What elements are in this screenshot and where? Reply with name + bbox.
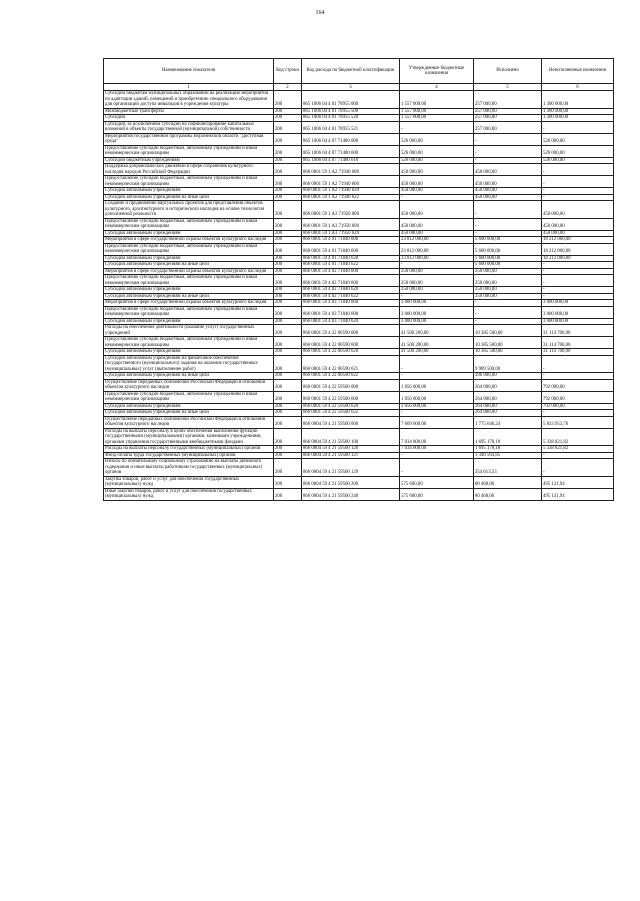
table-row	[104, 325, 614, 337]
row-executed: 257 000,00	[474, 121, 542, 133]
row-name: Расходы на выплаты персоналу государственных (муниципальных) органов	[104, 446, 274, 453]
row-executed: -	[474, 133, 542, 145]
row-line-code: 200	[274, 379, 302, 391]
row-executed: 5 600 000,00	[474, 255, 542, 262]
row-budget-code: 866 0804 59 4 21 59500 121	[302, 452, 400, 459]
row-unexecuted: -	[542, 293, 614, 300]
row-name: Предоставление субсидий бюджетным, автономным учреждениям и иным некоммерческим организациям	[104, 337, 274, 349]
row-name: Субсидии автономным учреждениям на иные цели	[104, 373, 274, 380]
row-line-code: 200	[274, 237, 302, 244]
row-line-code: 200	[274, 262, 302, 269]
table-row	[104, 121, 614, 133]
row-line-code: 200	[274, 318, 302, 325]
row-approved: 1 056 000,00	[400, 403, 474, 410]
row-name: Субсидии бюджетным учреждениям	[104, 157, 274, 164]
row-unexecuted: 450 000,00	[542, 230, 614, 237]
row-line-code: 200	[274, 176, 302, 188]
row-unexecuted: 792 000,00	[542, 403, 614, 410]
table-row	[104, 164, 614, 176]
row-line-code: 200	[274, 355, 302, 373]
row-unexecuted: -	[542, 355, 614, 373]
row-approved: 575 600,00	[400, 476, 474, 488]
row-budget-code: 866 0801 59 4 22 00590 620	[302, 349, 400, 356]
row-approved: 526 000,00	[400, 145, 474, 157]
row-executed: 1 775 646,24	[474, 416, 542, 428]
row-executed: -	[474, 218, 542, 230]
row-line-code: 200	[274, 410, 302, 417]
row-unexecuted: 450 000,00	[542, 201, 614, 219]
row-executed: -	[474, 230, 542, 237]
row-executed: 250 000,00	[474, 293, 542, 300]
row-unexecuted: -	[542, 188, 614, 195]
row-name: Субсидии автономным учреждениям	[104, 230, 274, 237]
row-unexecuted: -	[542, 373, 614, 380]
row-line-code: 200	[274, 188, 302, 195]
column-number: 5	[474, 84, 542, 91]
row-executed: 264 000,00	[474, 391, 542, 403]
row-budget-code: 866 0801 59 4 01 71840 600	[302, 243, 400, 255]
row-unexecuted: -	[542, 287, 614, 294]
column-number: 4	[400, 84, 474, 91]
table-row	[104, 337, 614, 349]
row-executed: -	[474, 157, 542, 164]
row-executed: 9 989 500,00	[474, 355, 542, 373]
row-executed: -	[474, 145, 542, 157]
row-budget-code: 866 0801 59 1 A3 71950 600	[302, 218, 400, 230]
row-name: Субсидии автономным учреждениям	[104, 349, 274, 356]
row-name: Субсидии автономным учреждениям	[104, 188, 274, 195]
row-name: Субсидии автономным учреждениям на финансовое обеспечение государственного (муниципального) задания на оказание государственных (муниципальных) услуг (выполнение работ)	[104, 355, 274, 373]
row-budget-code: 866 0801 59 4 02 71840 000	[302, 268, 400, 275]
column-number: 3	[302, 84, 400, 91]
row-approved: 3 000 000,00	[400, 318, 474, 325]
row-unexecuted: 1 300 000,00	[542, 108, 614, 115]
row-unexecuted: 31 114 700,00	[542, 337, 614, 349]
row-executed: 5 600 000,00	[474, 262, 542, 269]
row-executed: 250 000,00	[474, 275, 542, 287]
budget-execution-table	[103, 58, 614, 501]
column-number: 6	[542, 84, 614, 91]
row-line-code: 200	[274, 133, 302, 145]
row-name: Расходы на обеспечение деятельности (оказание услуг) государственных учреждений	[104, 325, 274, 337]
header-unexecuted: Неисполненные назначения	[542, 59, 614, 84]
row-name: Предоставление субсидий бюджетным, автономным учреждениям и иным некоммерческим организациям	[104, 243, 274, 255]
row-name: Осуществление переданных полномочий Российской Федерации в отношении объектов культурного наследия	[104, 379, 274, 391]
row-approved: -	[400, 373, 474, 380]
row-approved: -	[400, 355, 474, 373]
row-approved: -	[400, 293, 474, 300]
row-unexecuted: 495 131,94	[542, 476, 614, 488]
row-approved: 1 056 000,00	[400, 391, 474, 403]
table-row	[104, 201, 614, 219]
row-name: Предоставление субсидий бюджетным, автономным учреждениям и иным некоммерческим организациям	[104, 218, 274, 230]
row-executed: -	[474, 201, 542, 219]
table-row	[104, 243, 614, 255]
row-name: Субсидии автономным учреждениям на иные цели	[104, 262, 274, 269]
row-name: Предоставление субсидий бюджетным, автономным учреждениям и иным некоммерческим организациям	[104, 176, 274, 188]
row-budget-code: 865 1006 04 4 07 71480 610	[302, 157, 400, 164]
row-unexecuted: 3 000 000,00	[542, 300, 614, 307]
row-name: Предоставление субсидий бюджетным, автономным учреждениям и иным некоммерческим организациям	[104, 275, 274, 287]
row-name: Осуществление переданных полномочий Российской Федерации в отношении объектов культурного наследия	[104, 416, 274, 428]
row-budget-code: 866 0801 59 1 A2 71940 000	[302, 164, 400, 176]
row-budget-code: 866 0801 59 4 22 59500 620	[302, 403, 400, 410]
row-approved: 23 812 000,00	[400, 255, 474, 262]
row-approved: 41 500 200,00	[400, 337, 474, 349]
row-unexecuted: 792 000,00	[542, 379, 614, 391]
row-unexecuted: 18 212 000,00	[542, 237, 614, 244]
row-name: Субсидии автономным учреждениям на иные цели	[104, 293, 274, 300]
row-approved: 250 000,00	[400, 287, 474, 294]
row-budget-code: 866 0804 59 4 21 59500 200	[302, 476, 400, 488]
row-unexecuted: 3 000 000,00	[542, 318, 614, 325]
row-approved: -	[400, 459, 474, 477]
row-budget-code: 866 0801 59 4 03 71840 600	[302, 306, 400, 318]
row-unexecuted: 1 300 000,00	[542, 91, 614, 109]
column-number: 2	[274, 84, 302, 91]
row-approved: 450 000,00	[400, 176, 474, 188]
row-budget-code: 866 0801 59 4 22 00590 621	[302, 355, 400, 373]
table-row	[104, 218, 614, 230]
row-unexecuted: -	[542, 176, 614, 188]
row-line-code: 200	[274, 145, 302, 157]
row-approved: -	[400, 121, 474, 133]
row-line-code: 200	[274, 325, 302, 337]
column-number: 1	[104, 84, 274, 91]
row-approved: 41 500 200,00	[400, 325, 474, 337]
row-budget-code: 865 1006 04 4 07 71480 000	[302, 133, 400, 145]
row-budget-code: 865 1006 04 4 07 71480 600	[302, 145, 400, 157]
header-budget-code: Код расхода по бюджетной классификации	[302, 59, 400, 84]
row-name: Субсидии автономным учреждениям на иные цели	[104, 194, 274, 201]
row-name: Расходы на выплаты персоналу в целях обеспечения выполнения функций государственными (муниципальными) органами, казенными учреждениями, органами управления государственными внебюджетными фондами	[104, 428, 274, 446]
row-unexecuted: 526 000,00	[542, 157, 614, 164]
row-budget-code: 865 1006 04 4 01 78955 000	[302, 91, 400, 109]
row-unexecuted: 18 212 000,00	[542, 255, 614, 262]
row-executed: 450 000,00	[474, 164, 542, 176]
row-budget-code: 866 0801 59 4 22 00590 000	[302, 325, 400, 337]
row-line-code: 200	[274, 91, 302, 109]
row-unexecuted: 18 212 000,00	[542, 243, 614, 255]
row-budget-code: 866 0804 59 4 21 59500 120	[302, 446, 400, 453]
header-line-code: Код строки	[274, 59, 302, 84]
row-line-code: 200	[274, 164, 302, 176]
row-executed: 5 600 000,00	[474, 243, 542, 255]
row-unexecuted: 526 000,00	[542, 133, 614, 145]
row-approved: 250 000,00	[400, 275, 474, 287]
row-line-code: 200	[274, 459, 302, 477]
row-unexecuted: 1 300 000,00	[542, 115, 614, 122]
table-row	[104, 488, 614, 500]
row-executed: 10 385 500,00	[474, 325, 542, 337]
table-row	[104, 391, 614, 403]
row-name: Мероприятия в сфере государственной охраны объектов культурного наследия	[104, 268, 274, 275]
row-executed: 264 000,00	[474, 403, 542, 410]
row-name: Межбюджетные трансферты	[104, 108, 274, 115]
row-budget-code: 866 0801 59 4 22 59500 600	[302, 391, 400, 403]
column-number-row	[104, 84, 614, 91]
table-row	[104, 176, 614, 188]
row-executed: 257 000,00	[474, 91, 542, 109]
table-row	[104, 145, 614, 157]
row-unexecuted: 5 338 821,82	[542, 446, 614, 453]
row-approved: 1 557 000,00	[400, 115, 474, 122]
row-unexecuted: 526 000,00	[542, 145, 614, 157]
row-name: Взносы по обязательному социальному страхованию на выплаты денежного содержания и иные выплаты работникам государственных (муниципальных) органов	[104, 459, 274, 477]
row-approved: 450 000,00	[400, 188, 474, 195]
row-approved: 1 056 000,00	[400, 379, 474, 391]
row-name: Поддержка добровольческих движений в сфере сохранения культурного наследия народов Российской Федерации	[104, 164, 274, 176]
row-name: Закупка товаров, работ и услуг для обеспечения государственных (муниципальных) нужд	[104, 476, 274, 488]
row-budget-code: 866 0801 59 4 02 71840 622	[302, 293, 400, 300]
row-name: Фонд оплаты труда государственных (муниципальных) органов	[104, 452, 274, 459]
row-budget-code: 866 0801 59 4 03 71840 000	[302, 300, 400, 307]
row-budget-code: 866 0801 59 4 03 71840 620	[302, 318, 400, 325]
row-unexecuted: 450 000,00	[542, 218, 614, 230]
header-indicator-name: Наименование показателя	[104, 59, 274, 84]
row-line-code: 200	[274, 428, 302, 446]
row-name: Субсидии	[104, 115, 274, 122]
row-unexecuted: -	[542, 459, 614, 477]
row-budget-code: 866 0801 59 4 02 71840 620	[302, 287, 400, 294]
row-approved: 450 000,00	[400, 164, 474, 176]
page-number: 164	[315, 10, 325, 16]
table-body	[104, 91, 614, 501]
row-name: Субсидии автономным учреждениям	[104, 403, 274, 410]
row-approved: 7 034 000,00	[400, 446, 474, 453]
row-executed: 264 000,00	[474, 410, 542, 417]
row-name: Субсидии автономным учреждениям	[104, 255, 274, 262]
row-line-code: 200	[274, 201, 302, 219]
row-line-code: 200	[274, 300, 302, 307]
row-executed: 80 468,06	[474, 476, 542, 488]
row-unexecuted: -	[542, 275, 614, 287]
row-budget-code: 866 0804 59 4 21 59500 129	[302, 459, 400, 477]
row-name: Субсидии бюджетам муниципальных образований на реализацию мероприятий по адаптации зданий, помещений и приобретению специального оборудования для организации доступа инвалидов в учреждения культуры	[104, 91, 274, 109]
row-approved: 450 000,00	[400, 218, 474, 230]
row-approved: 450 000,00	[400, 230, 474, 237]
row-executed: 264 000,00	[474, 379, 542, 391]
row-line-code: 200	[274, 446, 302, 453]
row-executed: 10 385 500,00	[474, 349, 542, 356]
row-approved: 1 557 000,00	[400, 91, 474, 109]
row-unexecuted: 31 114 700,00	[542, 325, 614, 337]
row-executed: 1 695 178,18	[474, 446, 542, 453]
row-line-code: 200	[274, 230, 302, 237]
row-line-code: 200	[274, 403, 302, 410]
row-approved: 3 000 000,00	[400, 300, 474, 307]
row-line-code: 200	[274, 108, 302, 115]
row-unexecuted: -	[542, 268, 614, 275]
table-row	[104, 416, 614, 428]
row-approved: -	[400, 194, 474, 201]
row-line-code: 200	[274, 416, 302, 428]
row-executed: -	[474, 318, 542, 325]
row-approved: 1 557 000,00	[400, 108, 474, 115]
row-approved: 23 812 000,00	[400, 243, 474, 255]
row-budget-code: 866 0801 59 4 22 59500 000	[302, 379, 400, 391]
row-line-code: 200	[274, 157, 302, 164]
row-name: Иные закупки товаров, работ и услуг для обеспечения государственных (муниципальных) нужд	[104, 488, 274, 500]
table-row	[104, 306, 614, 318]
row-executed: 257 000,00	[474, 115, 542, 122]
row-line-code: 200	[274, 452, 302, 459]
row-executed: 250 000,00	[474, 268, 542, 275]
row-line-code: 200	[274, 337, 302, 349]
row-name: Субсидии автономным учреждениям	[104, 287, 274, 294]
row-name: Мероприятия в сфере государственной охраны объектов культурного наследия	[104, 237, 274, 244]
row-unexecuted: -	[542, 121, 614, 133]
table-row	[104, 275, 614, 287]
row-unexecuted: 5 338 821,82	[542, 428, 614, 446]
row-budget-code: 866 0801 59 4 02 71840 600	[302, 275, 400, 287]
row-budget-code: 866 0804 59 4 21 59500 000	[302, 416, 400, 428]
row-name: Предоставление субсидий бюджетным, автономным учреждениям и иным некоммерческим организациям	[104, 306, 274, 318]
row-line-code: 200	[274, 476, 302, 488]
row-budget-code: 866 0804 59 4 21 59500 100	[302, 428, 400, 446]
row-executed: 1 695 178,18	[474, 428, 542, 446]
row-budget-code: 866 0801 59 1 A2 71940 620	[302, 188, 400, 195]
row-budget-code: 866 0801 59 1 A3 71950 000	[302, 201, 400, 219]
row-line-code: 200	[274, 391, 302, 403]
row-line-code: 200	[274, 218, 302, 230]
row-name: Субсидии автономным учреждениям	[104, 318, 274, 325]
table-row	[104, 91, 614, 109]
row-budget-code: 865 1006 04 4 01 78955 520	[302, 115, 400, 122]
row-approved: 450 000,00	[400, 201, 474, 219]
row-approved: 575 600,00	[400, 488, 474, 500]
row-approved: 23 812 000,00	[400, 237, 474, 244]
row-executed: 450 000,00	[474, 194, 542, 201]
row-unexecuted: -	[542, 262, 614, 269]
row-name: Предоставление субсидий бюджетным, автономным учреждениям и иным некоммерческим организациям	[104, 391, 274, 403]
row-line-code: 200	[274, 293, 302, 300]
table-row	[104, 428, 614, 446]
row-executed: 450 000,00	[474, 176, 542, 188]
row-approved: -	[400, 410, 474, 417]
row-line-code: 200	[274, 121, 302, 133]
row-name: Мероприятия в сфере государственной охраны объектов культурного наследия	[104, 300, 274, 307]
row-approved: 7 609 600,00	[400, 416, 474, 428]
row-executed: 396 000,00	[474, 373, 542, 380]
row-unexecuted: -	[542, 452, 614, 459]
row-approved: 526 000,00	[400, 133, 474, 145]
table-row	[104, 459, 614, 477]
row-budget-code: 866 0801 59 1 A2 71940 622	[302, 194, 400, 201]
row-approved: 3 000 000,00	[400, 306, 474, 318]
table-row	[104, 133, 614, 145]
row-line-code: 200	[274, 349, 302, 356]
row-executed: -	[474, 300, 542, 307]
row-executed: 80 468,06	[474, 488, 542, 500]
row-line-code: 200	[274, 194, 302, 201]
row-line-code: 200	[274, 275, 302, 287]
row-executed: 10 385 500,00	[474, 337, 542, 349]
row-executed: -	[474, 306, 542, 318]
row-unexecuted: -	[542, 164, 614, 176]
row-name: Субсидии автономным учреждениям на иные цели	[104, 410, 274, 417]
table-row	[104, 476, 614, 488]
row-executed: 250 000,00	[474, 287, 542, 294]
header-approved: Утвержденные бюджетные назначения	[400, 59, 474, 84]
row-name: Предоставление субсидий бюджетным, автономным учреждениям и иным некоммерческим организациям	[104, 145, 274, 157]
row-executed: 450 000,00	[474, 188, 542, 195]
row-unexecuted: -	[542, 410, 614, 417]
row-unexecuted: 31 114 700,00	[542, 349, 614, 356]
row-budget-code: 865 1006 04 4 01 78955 500	[302, 108, 400, 115]
row-executed: 257 000,00	[474, 108, 542, 115]
header-executed: Исполнено	[474, 59, 542, 84]
row-budget-code: 866 0801 59 4 22 00590 600	[302, 337, 400, 349]
row-name: Мероприятия государственной программы Воронежской области "Доступная среда"	[104, 133, 274, 145]
row-approved: 7 034 000,00	[400, 428, 474, 446]
table-row	[104, 355, 614, 373]
row-name: Субсидии, за исключением субсидий на софинансирование капитальных вложений в объекты государственной (муниципальной) собственности	[104, 121, 274, 133]
table-row	[104, 379, 614, 391]
row-budget-code: 866 0801 59 4 01 71840 622	[302, 262, 400, 269]
row-unexecuted: -	[542, 194, 614, 201]
row-approved: 41 500 200,00	[400, 349, 474, 356]
row-budget-code: 866 0801 59 1 A3 71950 620	[302, 230, 400, 237]
row-line-code: 200	[274, 373, 302, 380]
row-budget-code: 866 0801 59 4 22 00590 622	[302, 373, 400, 380]
header-row	[104, 59, 614, 84]
row-line-code: 200	[274, 255, 302, 262]
row-approved: -	[400, 262, 474, 269]
row-unexecuted: 792 000,00	[542, 391, 614, 403]
row-budget-code: 866 0801 59 4 01 71840 000	[302, 237, 400, 244]
row-line-code: 200	[274, 115, 302, 122]
row-line-code: 200	[274, 268, 302, 275]
row-line-code: 200	[274, 306, 302, 318]
row-approved: 526 000,00	[400, 157, 474, 164]
row-budget-code: 866 0804 59 4 21 59500 240	[302, 488, 400, 500]
row-name: Создание и продвижение виртуальных проектов для представления объектов культурного, архитектурного и исторического наследия на основе технологии дополненной реальности	[104, 201, 274, 219]
row-budget-code: 866 0801 59 4 22 59500 622	[302, 410, 400, 417]
row-unexecuted: 495 131,94	[542, 488, 614, 500]
row-budget-code: 865 1006 04 4 01 78955 521	[302, 121, 400, 133]
row-budget-code: 866 0801 59 1 A2 71940 600	[302, 176, 400, 188]
row-executed: 1 340 564,85	[474, 452, 542, 459]
row-executed: 354 613,33	[474, 459, 542, 477]
row-line-code: 200	[274, 488, 302, 500]
row-executed: 5 600 000,00	[474, 237, 542, 244]
row-unexecuted: 3 000 000,00	[542, 306, 614, 318]
row-line-code: 200	[274, 287, 302, 294]
row-approved: -	[400, 452, 474, 459]
row-budget-code: 866 0801 59 4 01 71840 620	[302, 255, 400, 262]
row-approved: 250 000,00	[400, 268, 474, 275]
row-unexecuted: 5 833 953,76	[542, 416, 614, 428]
row-line-code: 200	[274, 243, 302, 255]
